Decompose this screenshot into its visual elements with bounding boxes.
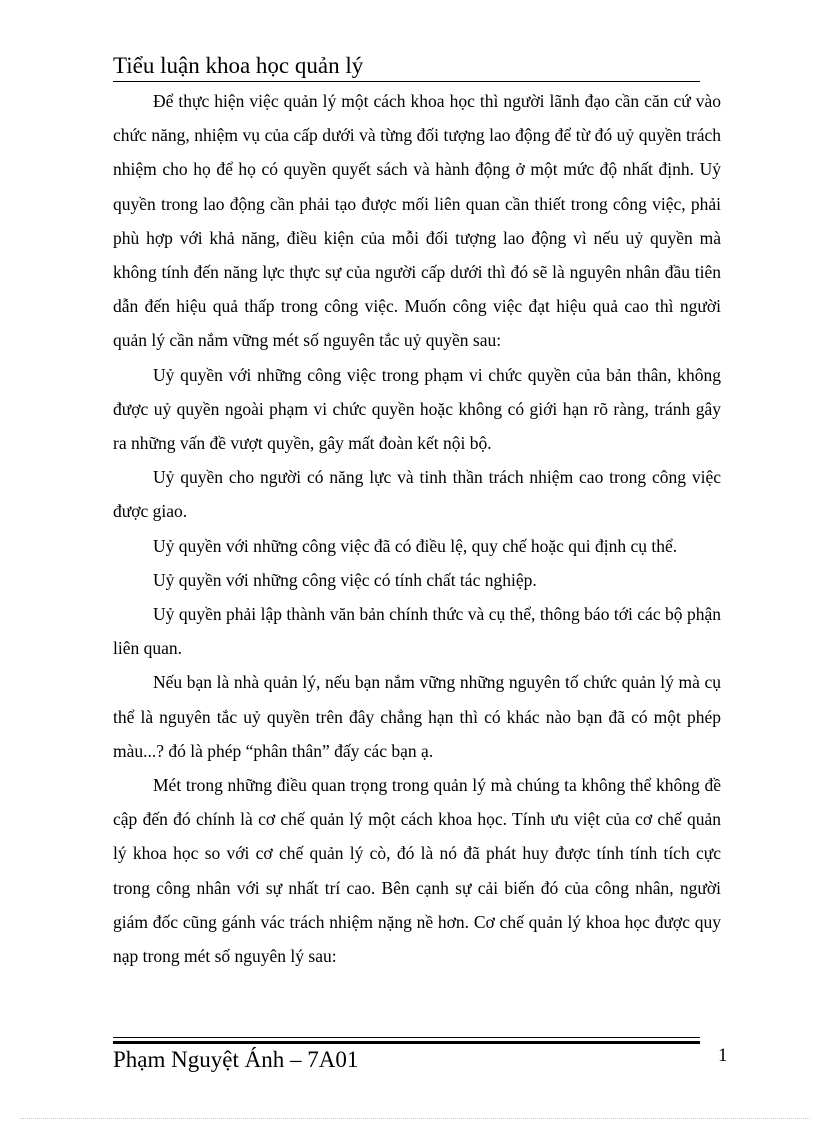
- footer-author: Phạm Nguyệt Ánh – 7A01: [113, 1047, 359, 1072]
- footer-rule-thick: [113, 1041, 700, 1044]
- paragraph: Nếu bạn là nhà quản lý, nếu bạn nắm vững những nguyên tố chức quản lý mà cụ thể là nguyên tắc uỷ quyền trên đây chẳng hạn thì có khác nào bạn đã có một phép màu...? đó là phép “phân thân” đấy các bạn ạ.: [113, 672, 721, 761]
- page-number: 1: [718, 1045, 728, 1066]
- header-title: Tiểu luận khoa học quản lý: [113, 53, 364, 78]
- paragraph: Mét trong những điều quan trọng trong quản lý mà chúng ta không thể không đề cập đến đó chính là cơ chế quản lý một cách khoa học. Tính ưu việt của cơ chế quản lý khoa học so với cơ chế quản lý cò, đó là nó đã phát huy được tính tính tích cực trong công nhân với sự nhất trí cao. Bên cạnh sự cải biến đó của công nhân, người giám đốc cũng gánh vác trách nhiệm nặng nề hơn. Cơ chế quản lý khoa học được quy nạp trong mét số nguyên lý sau:: [113, 775, 721, 967]
- paragraph: Để thực hiện việc quản lý một cách khoa học thì người lãnh đạo cần căn cứ vào chức năng, nhiệm vụ của cấp dưới và từng đối tượng lao động để từ đó uỷ quyền trách nhiệm cho họ để họ có quyền quyết sách và hành động ở một mức độ nhất định. Uỷ quyền trong lao động cần phải tạo được mối liên quan cần thiết trong công việc, phải phù hợp với khả năng, điều kiện của mỗi đối tượng lao động vì nếu uỷ quyền mà không tính đến năng lực thực sự của người cấp dưới thì đó sẽ là nguyên nhân đầu tiên dẫn đến hiệu quả thấp trong công việc. Muốn công việc đạt hiệu quả cao thì người quản lý cần nắm vững mét số nguyên tắc uỷ quyền sau:: [113, 91, 721, 351]
- header-rule: [113, 81, 700, 82]
- footer-rule: [113, 1037, 700, 1038]
- document-body: [113, 84, 721, 973]
- paragraph: Uỷ quyền phải lập thành văn bản chính thức và cụ thể, thông báo tới các bộ phận liên quan.: [113, 604, 721, 659]
- page-edge-divider: [20, 1118, 810, 1119]
- paragraph: Uỷ quyền cho người có năng lực và tinh thần trách nhiệm cao trong công việc được giao.: [113, 467, 721, 522]
- paragraph: Uỷ quyền với những công việc có tính chất tác nghiệp.: [153, 569, 537, 590]
- paragraph: Uỷ quyền với những công việc trong phạm vi chức quyền của bản thân, không được uỷ quyền ngoài phạm vi chức quyền hoặc không có giới hạn rõ ràng, tránh gây ra những vấn đề vượt quyền, gây mất đoàn kết nội bộ.: [113, 364, 721, 454]
- paragraph: Uỷ quyền với những công việc đã có điều lệ, quy chế hoặc qui định cụ thể.: [153, 535, 678, 556]
